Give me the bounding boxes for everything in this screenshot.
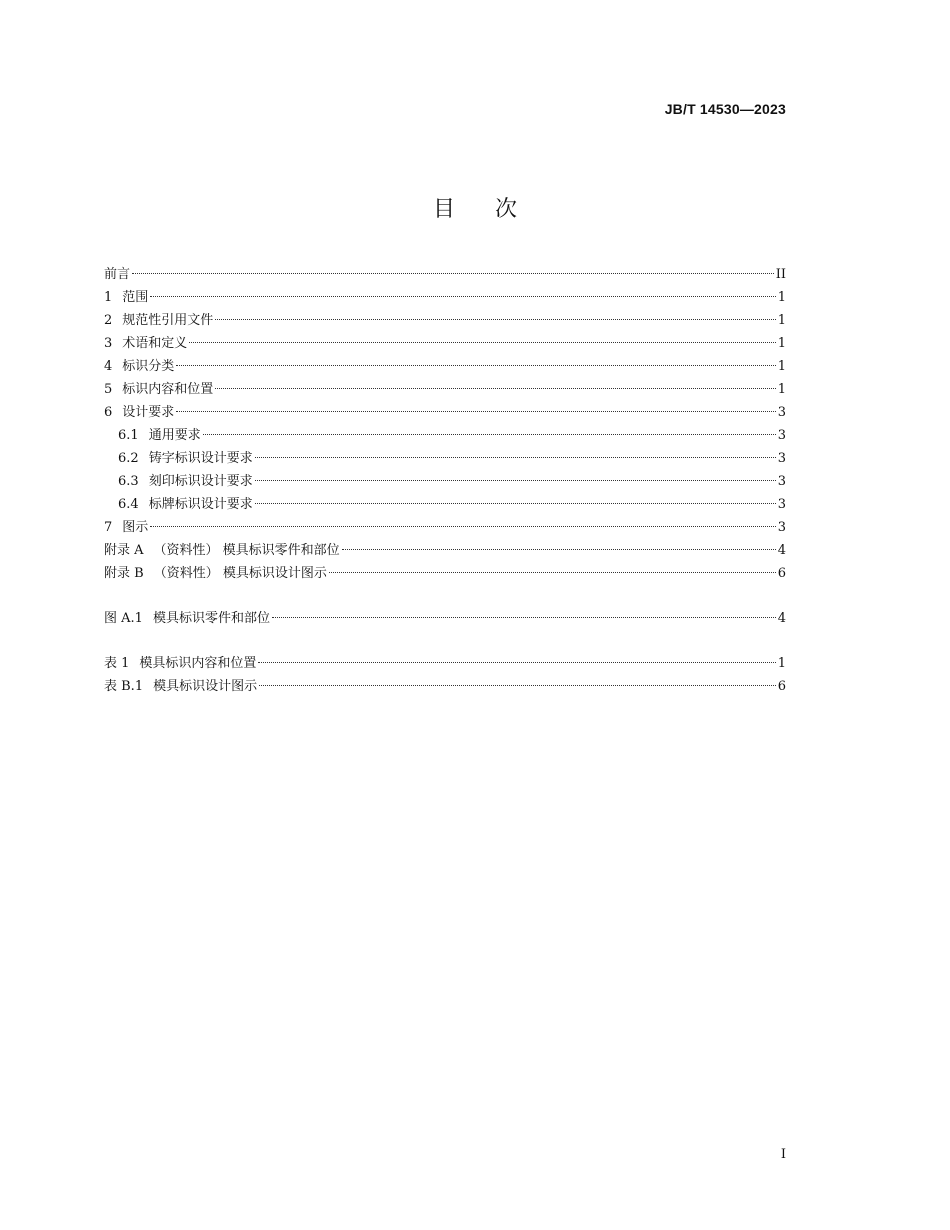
toc-entry-number: 1 [104,290,113,305]
dot-leader [255,503,776,504]
dot-leader [176,365,775,366]
toc-entry-number: 表 B.1 [104,679,144,694]
title-char-1: 目 [432,197,455,222]
toc-entry-number: 6.2 [118,451,139,466]
toc-entry-number: 6.1 [118,428,139,443]
dot-leader [215,319,775,320]
toc-entry-label: 图示 [122,520,149,535]
toc-entry-number: 3 [104,336,113,351]
dot-leader [259,685,776,686]
toc-entry-appendix-b[interactable] [104,562,786,585]
toc-entry-page: 1 [777,359,786,374]
toc-entry-page: 3 [777,520,786,535]
toc-entry-3[interactable] [104,332,786,355]
toc-entry-page: 1 [777,336,786,351]
dot-leader [272,617,776,618]
toc-entry-page: 3 [777,405,786,420]
toc-entry-7[interactable] [104,516,786,539]
toc-entry-label: 术语和定义 [122,336,188,351]
toc-entry-page: 3 [777,497,786,512]
toc-entry-label: 标识分类 [122,359,175,374]
dot-leader [176,411,775,412]
toc-entry-label: 模具标识内容和位置 [139,656,257,671]
dot-leader [150,526,775,527]
document-code: JB/T 14530—2023 [664,101,786,117]
toc-entry-table-1[interactable] [104,652,786,675]
table-of-contents [104,263,786,698]
toc-entry-number: 5 [104,382,113,397]
toc-entry-page: 6 [777,566,786,581]
title-char-2: 次 [495,197,518,222]
toc-entry-page: 3 [777,428,786,443]
toc-entry-6[interactable] [104,401,786,424]
toc-entry-page: 3 [777,474,786,489]
toc-entry-label: 通用要求 [148,428,201,443]
toc-entry-label: 前言 [104,267,131,282]
toc-entry-1[interactable] [104,286,786,309]
toc-entry-table-b1[interactable] [104,675,786,698]
toc-entry-page: 3 [777,451,786,466]
toc-entry-appendix-a[interactable] [104,539,786,562]
toc-entry-6-2[interactable] [104,447,786,470]
toc-entry-label: （资料性） 模具标识设计图示 [153,566,327,581]
dot-leader [255,480,776,481]
toc-entry-number: 7 [104,520,113,535]
toc-entry-6-3[interactable] [104,470,786,493]
toc-entry-page: 1 [777,656,786,671]
toc-entry-number: 6.4 [118,497,139,512]
toc-entry-page: 6 [777,679,786,694]
dot-leader [203,434,776,435]
dot-leader [342,549,776,550]
dot-leader [150,296,775,297]
toc-entry-page: 4 [777,611,786,626]
toc-entry-number: 6 [104,405,113,420]
toc-entry-label: 模具标识零件和部位 [152,611,270,626]
dot-leader [189,342,775,343]
toc-entry-label: 标识内容和位置 [122,382,214,397]
toc-entry-foreword[interactable] [104,263,786,286]
toc-entry-label: 标牌标识设计要求 [148,497,253,512]
toc-entry-number: 图 A.1 [104,611,143,626]
dot-leader [255,457,776,458]
toc-entry-label: 铸字标识设计要求 [148,451,253,466]
toc-entry-6-1[interactable] [104,424,786,447]
toc-entry-page: 1 [777,382,786,397]
toc-entry-label: （资料性） 模具标识零件和部位 [153,543,340,558]
toc-entry-label: 设计要求 [122,405,175,420]
page-number: I [780,1147,786,1162]
toc-entry-number: 2 [104,313,113,328]
toc-entry-5[interactable] [104,378,786,401]
page-title [0,192,950,223]
toc-entry-label: 范围 [122,290,149,305]
toc-entry-6-4[interactable] [104,493,786,516]
toc-entry-number: 6.3 [118,474,139,489]
toc-entry-2[interactable] [104,309,786,332]
toc-entry-page: 4 [777,543,786,558]
toc-entry-4[interactable] [104,355,786,378]
toc-entry-page: 1 [777,313,786,328]
toc-entry-number: 表 1 [104,656,130,671]
toc-entry-number: 附录 B [104,566,144,581]
toc-entry-page: II [775,267,786,282]
toc-entry-number: 4 [104,359,113,374]
dot-leader [258,662,775,663]
toc-entry-number: 附录 A [104,543,144,558]
toc-entry-label: 规范性引用文件 [122,313,214,328]
toc-entry-label: 模具标识设计图示 [153,679,258,694]
toc-entry-figure-a1[interactable] [104,607,786,630]
dot-leader [215,388,775,389]
dot-leader [132,273,774,274]
dot-leader [329,572,776,573]
toc-entry-label: 刻印标识设计要求 [148,474,253,489]
toc-entry-page: 1 [777,290,786,305]
